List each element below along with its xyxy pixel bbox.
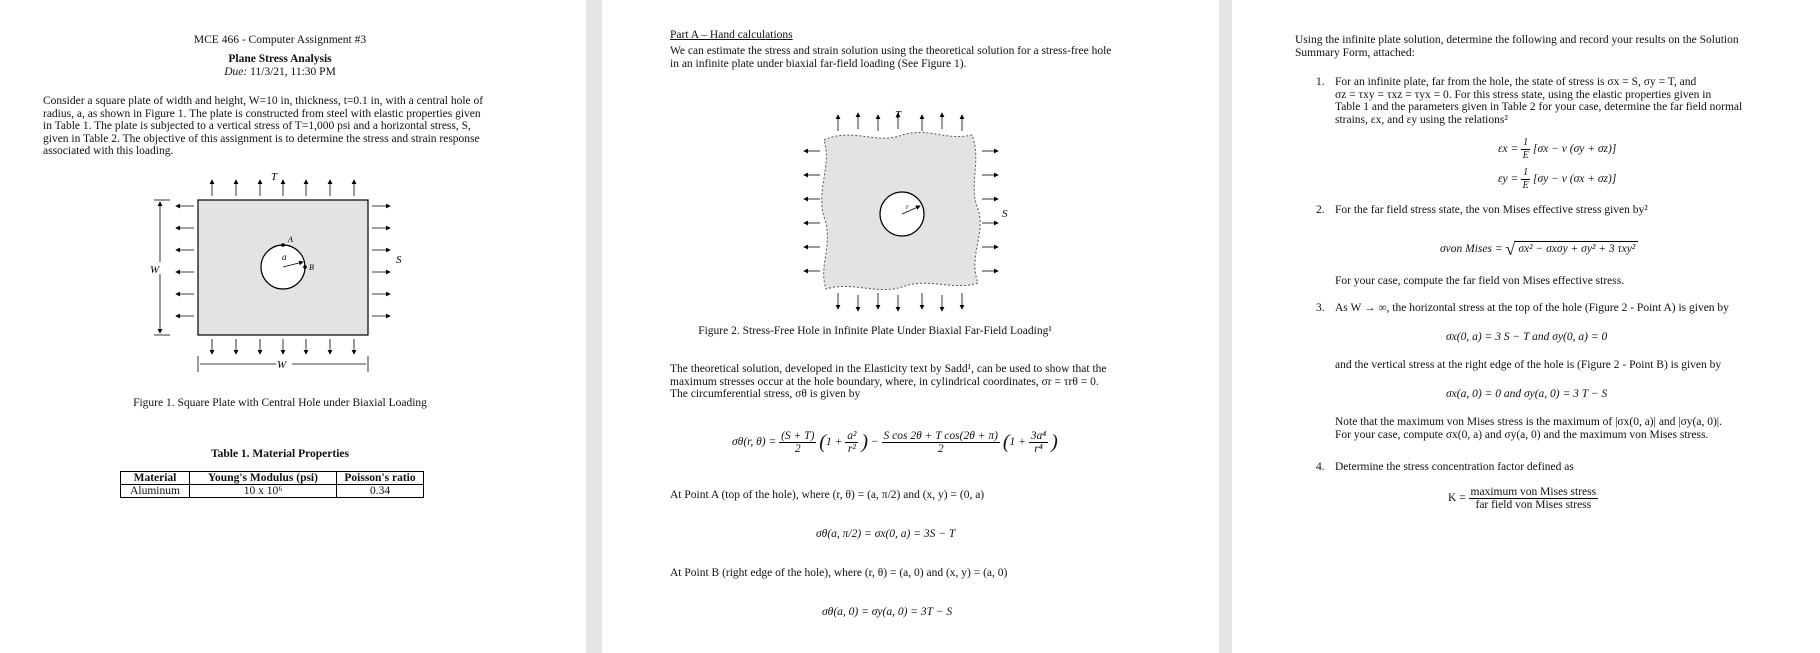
label-b-point: B xyxy=(309,263,314,272)
due-label: Due: xyxy=(224,66,248,78)
eq-denominator: 2 xyxy=(937,443,944,455)
item-line: strains, εx, and εy using the relations² xyxy=(1335,113,1508,126)
eq-denominator: r⁴ xyxy=(1034,443,1043,455)
intro-paragraph xyxy=(43,95,553,158)
label-w-left: W xyxy=(150,264,160,276)
label-a-point: A xyxy=(288,235,293,244)
table-cell: 0.34 xyxy=(337,485,424,498)
strain-x-equation xyxy=(1498,137,1616,162)
item-line: σz = τxy = τxz = τyx = 0. For this stress state, using the elastic properties given in xyxy=(1335,88,1712,101)
item-3-note xyxy=(1335,416,1815,441)
point-a-marker xyxy=(281,243,285,247)
point-a-stress-equation: σx(0, a) = 3 S − T and σy(0, a) = 0 xyxy=(1446,331,1608,343)
stress-concentration-equation xyxy=(1448,486,1598,511)
intro-line: associated with this loading. xyxy=(43,145,174,158)
theory-line: The theoretical solution, developed in the Elasticity text by Sadd¹, can be used to show that the xyxy=(670,363,1107,375)
eq-denominator: E xyxy=(1522,150,1529,161)
table-header-row xyxy=(121,472,424,485)
item-number: 1. xyxy=(1316,76,1325,88)
item-3-text: As W → ∞, the horizontal stress at the top of the hole (Figure 2 - Point A) is given by xyxy=(1335,302,1729,314)
point-b-text: At Point B (right edge of the hole), where (r, θ) = (a, 0) and (x, y) = (a, 0) xyxy=(670,567,1008,579)
due-value: 11/3/21, 11:30 PM xyxy=(250,66,336,78)
eq-fraction xyxy=(1029,430,1049,455)
label-s: S xyxy=(396,254,402,266)
eq-numerator: (S + T) xyxy=(781,430,815,442)
page-gap xyxy=(586,0,602,653)
intro-line: Consider a square plate of width and height, W=10 in, thickness, t=0.1 in, with a central hole of xyxy=(43,95,484,107)
item-number: 4. xyxy=(1316,461,1325,473)
eq-fraction xyxy=(1521,137,1530,162)
intro-line: in an infinite plate under biaxial far-field loading (See Figure 1). xyxy=(670,57,967,70)
table-row xyxy=(121,485,424,498)
figure-1-diagram xyxy=(140,166,410,376)
document-page-2 xyxy=(602,0,1219,653)
top-load-arrows xyxy=(212,180,354,196)
section-heading: Part A – Hand calculations xyxy=(670,29,793,41)
document-page-1 xyxy=(0,0,586,653)
point-b-stress-equation: σx(a, 0) = 0 and σy(a, 0) = 3 T − S xyxy=(1446,388,1608,400)
von-mises-equation: σvon Mises = √ σx² − σxσy + σy² + 3 τxy² xyxy=(1440,239,1638,260)
eq-fraction xyxy=(845,430,858,455)
eq-rhs: [σx − ν (σy + σz)] xyxy=(1533,143,1617,156)
strain-y-equation xyxy=(1498,167,1616,192)
table-header-cell: Young's Modulus (psi) xyxy=(190,472,337,485)
eq-numerator: S cos 2θ + T cos(2θ + π) xyxy=(883,430,998,442)
eq-numerator: 1 xyxy=(1523,167,1529,178)
eq-numerator: 1 xyxy=(1523,137,1529,148)
eq-lhs: σvon Mises = xyxy=(1440,243,1503,256)
right-load-arrows xyxy=(982,151,998,271)
intro-line: radius, a, as shown in Figure 1. The plate is constructed from steel with elastic properties given xyxy=(43,107,481,120)
theory-line: The circumferential stress, σθ is given by xyxy=(670,388,861,401)
table-cell: 10 x 10⁶ xyxy=(190,485,337,498)
eq-lhs: K = xyxy=(1448,492,1466,505)
bottom-load-arrows xyxy=(838,293,962,311)
table-header-cell: Poisson's ratio xyxy=(337,472,424,485)
circumferential-stress-equation: σθ(r, θ) = $\frac{(S + T)}{2}$ (1 + $\frac{\text{a²}}{\text{r²}}$ ) − $\frac{\text{S cos 2θ + T cos(2θ + π)}}{2}$ (1 + $\frac{\text{3a⁴}}{\text{r⁴}}$ ) xyxy=(732,430,1058,455)
label-t: T xyxy=(895,109,902,121)
item-number: 3. xyxy=(1316,302,1325,314)
material-properties-table xyxy=(120,471,424,498)
table-header-cell: Material xyxy=(121,472,190,485)
course-title: MCE 466 - Computer Assignment #3 xyxy=(193,34,367,46)
label-t: T xyxy=(271,171,278,183)
label-s: S xyxy=(1002,208,1008,220)
label-w-bottom: W xyxy=(277,359,287,371)
theory-line: maximum stresses occur at the hole boundary, where, in cylindrical coordinates, σr = τrθ = 0. xyxy=(670,375,1099,388)
eq-fraction xyxy=(1469,486,1599,511)
intro-line: Using the infinite plate solution, determine the following and record your results on the Solution xyxy=(1295,34,1739,46)
left-load-arrows xyxy=(804,151,820,271)
item-2-text: For the far field stress state, the von Mises effective stress given by² xyxy=(1335,204,1648,216)
table-cell: Aluminum xyxy=(121,485,190,498)
item-line: For an infinite plate, far from the hole, the state of stress is σx = S, σy = T, and xyxy=(1335,76,1697,88)
item-line: Table 1 and the parameters given in Table 2 for your case, determine the far field normal xyxy=(1335,101,1743,114)
bottom-load-arrows xyxy=(212,339,354,354)
eq-denominator: far field von Mises stress xyxy=(1475,499,1592,511)
eq-denominator: E xyxy=(1522,180,1529,191)
eq-rhs: [σy − ν (σx + σz)] xyxy=(1533,173,1617,186)
eq-denominator: r² xyxy=(847,443,856,455)
eq-numerator: 3a⁴ xyxy=(1030,430,1047,442)
item-3-middle-text: and the vertical stress at the right edge of the hole is (Figure 2 - Point B) is given by xyxy=(1335,359,1722,371)
note-line: For your case, compute σx(0, a) and σy(a, 0) and the maximum von Mises stress. xyxy=(1335,428,1709,441)
intro-line: Summary Form, attached: xyxy=(1295,46,1415,59)
intro-line: We can estimate the stress and strain solution using the theoretical solution for a stress-free hole xyxy=(670,45,1112,57)
note-line: Note that the maximum von Mises stress is the maximum of |σx(0, a)| and |σy(a, 0)|. xyxy=(1335,416,1722,428)
eq-lhs: εy = xyxy=(1498,173,1519,186)
item-1-text xyxy=(1335,76,1815,126)
point-a-equation: σθ(a, π/2) = σx(0, a) = 3S − T xyxy=(816,528,956,540)
document-page-3 xyxy=(1232,0,1820,653)
figure-2-diagram xyxy=(782,105,1012,320)
eq-lhs: εx = xyxy=(1498,143,1519,156)
right-load-arrows xyxy=(372,206,390,316)
eq-numerator: a² xyxy=(847,430,857,442)
figure-2-caption: Figure 2. Stress-Free Hole in Infinite Plate Under Biaxial Far-Field Loading¹ xyxy=(698,325,1052,337)
item-2-followup: For your case, compute the far field von Mises effective stress. xyxy=(1335,275,1625,287)
due-date xyxy=(0,66,560,79)
eq-fraction xyxy=(779,430,816,455)
eq-fraction xyxy=(882,430,1000,455)
eq-rhs: σx² − σxσy + σy² + 3 τxy² xyxy=(1515,241,1638,256)
theory-paragraph xyxy=(670,363,1215,401)
page-gap xyxy=(1219,0,1232,653)
point-b-marker xyxy=(303,265,307,269)
intro-paragraph xyxy=(1295,34,1815,59)
intro-line: in Table 1. The plate is subjected to a vertical stress of T=1,000 psi and a horizontal stress, S, xyxy=(43,120,471,133)
eq-lhs: σθ(r, θ) = xyxy=(732,436,777,449)
eq-denominator: 2 xyxy=(794,443,801,455)
intro-line: given in Table 2. The objective of this assignment is to determine the stress and strain response xyxy=(43,132,480,145)
left-load-arrows xyxy=(176,206,194,316)
item-number: 2. xyxy=(1316,204,1325,216)
document-title: Plane Stress Analysis xyxy=(228,53,332,65)
figure-1-caption: Figure 1. Square Plate with Central Hole under Biaxial Loading xyxy=(133,397,427,409)
intro-paragraph xyxy=(670,45,1210,70)
item-4-text: Determine the stress concentration factor defined as xyxy=(1335,461,1574,473)
eq-numerator: maximum von Mises stress xyxy=(1470,486,1597,498)
eq-fraction xyxy=(1521,167,1530,192)
point-a-text: At Point A (top of the hole), where (r, θ) = (a, π/2) and (x, y) = (0, a) xyxy=(670,489,985,501)
label-r: r xyxy=(906,203,909,211)
table-1-title: Table 1. Material Properties xyxy=(211,448,349,460)
label-radius: a xyxy=(282,252,287,262)
point-b-equation: σθ(a, 0) = σy(a, 0) = 3T − S xyxy=(822,606,953,618)
